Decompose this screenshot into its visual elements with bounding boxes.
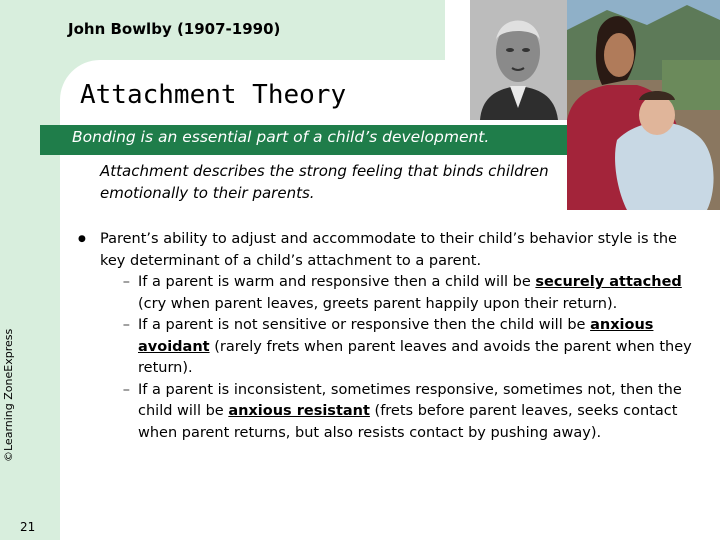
term-anxious-avoidant: anxious avoidant <box>138 317 654 355</box>
intro-text: Attachment describes the strong feeling that binds children emotionally to their parents. <box>100 162 549 202</box>
bullet-content <box>78 229 698 444</box>
sub-item-secure <box>100 272 698 315</box>
sub-text-after: (rarely frets when parent leaves and avoids the parent when they return). <box>138 338 692 376</box>
mother-and-baby-photo <box>567 0 720 210</box>
author-heading: John Bowlby (1907-1990) <box>68 20 281 38</box>
slide-title: Attachment Theory <box>80 80 347 110</box>
page-number: 21 <box>20 520 36 534</box>
term-anxious-resistant: anxious resistant <box>228 403 370 419</box>
term-securely-attached: securely attached <box>535 274 682 290</box>
sub-text-after: (frets before parent leaves, seeks contact when parent returns, but also resists contact by pushing away). <box>138 403 678 441</box>
sub-item-resistant <box>100 380 698 445</box>
portrait-photo <box>470 0 567 120</box>
sub-text-after: (cry when parent leaves, greets parent happily upon their return). <box>138 295 618 312</box>
sub-text-before: If a parent is inconsistent, sometimes responsive, sometimes not, then the child will be <box>138 381 682 419</box>
sub-text-before: If a parent is not sensitive or responsive then the child will be <box>138 317 591 333</box>
sub-text-before: If a parent is warm and responsive then a child will be <box>138 274 536 290</box>
bullet-item <box>78 229 698 444</box>
bullet-icon: ● <box>78 234 86 244</box>
slide-subtitle: Bonding is an essential part of a child’s development. <box>72 128 490 146</box>
dash-icon: – <box>122 317 130 333</box>
copyright-text: ©Learning ZoneExpress <box>2 328 15 462</box>
sub-item-avoidant <box>100 315 698 380</box>
dash-icon: – <box>122 274 130 290</box>
bullet-main <box>100 229 698 444</box>
dash-icon: – <box>122 381 130 398</box>
bullet-text: Parent’s ability to adjust and accommodate to their child’s behavior style is the key determinant of a child’s attachment to a parent. <box>100 231 677 269</box>
